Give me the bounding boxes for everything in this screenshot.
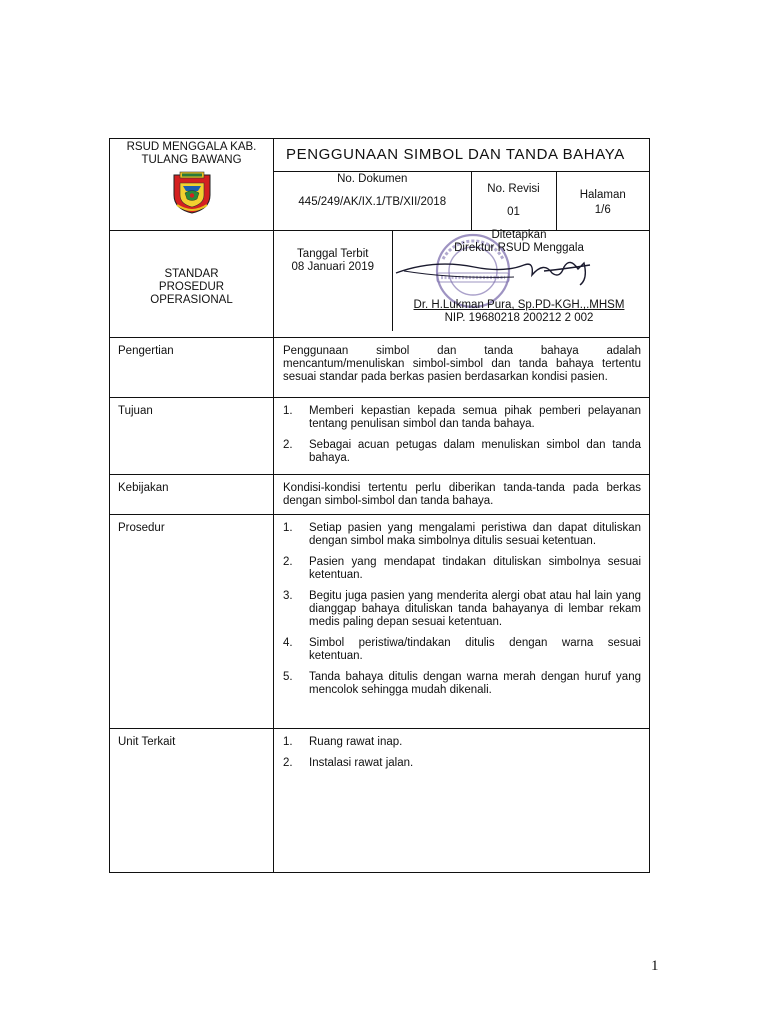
halaman-value: 1/6 — [594, 204, 611, 216]
unit-terkait-label: Unit Terkait — [110, 729, 274, 873]
tanggal-terbit-cell — [274, 231, 392, 331]
tujuan-list — [283, 405, 641, 465]
document-meta-cell — [274, 172, 650, 231]
list-item — [283, 637, 641, 663]
prosedur-label: Prosedur — [110, 515, 274, 729]
list-item — [283, 522, 641, 548]
list-item-text: Simbol peristiwa/tindakan ditulis dengan warna sesuai ketentuan. — [309, 637, 641, 662]
list-item-text: Begitu juga pasien yang menderita alergi obat atau hal lain yang dianggap bahaya dituliskan tanda bahayanya di lembar rekam medis paling depan sesuai ketentuan. — [309, 590, 641, 628]
unit-terkait-content — [274, 729, 650, 873]
no-revisi-value: 01 — [507, 206, 520, 218]
no-dokumen-cell — [274, 172, 471, 230]
list-item-number: 1. — [283, 405, 293, 417]
signature-cell — [392, 231, 649, 331]
list-item-text: Setiap pasien yang mengalami peristiwa dan dapat dituliskan dengan simbol maka simbolnya ditulis sesuai ketentuan. — [309, 522, 641, 547]
signer-nip: NIP. 19680218 200212 2 002 — [444, 312, 594, 324]
tujuan-label: Tujuan — [110, 398, 274, 475]
list-item-text: Sebagai acuan petugas dalam menuliskan simbol dan tanda bahaya. — [309, 439, 641, 464]
list-item-text: Pasien yang mendapat tindakan dituliskan simbolnya sesuai ketentuan. — [309, 556, 641, 581]
sop-line1: STANDAR — [164, 267, 219, 280]
kebijakan-text: Kondisi-kondisi tertentu perlu diberikan tanda-tanda pada berkas dengan simbol-simbol dan tanda bahaya. — [274, 475, 650, 515]
pengertian-text: Penggunaan simbol dan tanda bahaya adalah mencantum/menuliskan simbol-simbol dan tanda bahaya tertentu sesuai standar pada berkas pasien berdasarkan kondisi pasien. — [274, 338, 650, 398]
sop-line2: PROSEDUR — [158, 280, 225, 293]
issue-sign-cell — [274, 231, 650, 338]
hospital-header-cell — [110, 139, 274, 231]
list-item-text: Ruang rawat inap. — [309, 736, 403, 748]
hospital-name-line1: RSUD MENGGALA KAB. — [126, 141, 257, 153]
list-item-number: 4. — [283, 637, 293, 649]
list-item-number: 2. — [283, 439, 293, 451]
sop-document-table — [109, 138, 650, 873]
list-item — [283, 405, 641, 431]
tanggal-terbit-label: Tanggal Terbit — [297, 248, 369, 260]
document-meta-table — [274, 172, 649, 230]
sop-label-cell — [110, 231, 274, 338]
list-item — [283, 757, 641, 770]
issue-sign-table — [274, 231, 649, 331]
tujuan-content — [274, 398, 650, 475]
no-dokumen-value: 445/249/AK/IX.1/TB/XII/2018 — [298, 196, 447, 208]
list-item-text: Instalasi rawat jalan. — [309, 757, 414, 769]
hospital-name-line2: TULANG BAWANG — [141, 153, 242, 166]
tanggal-terbit-value: 08 Januari 2019 — [291, 261, 374, 273]
prosedur-content — [274, 515, 650, 729]
no-revisi-label: No. Revisi — [487, 183, 540, 195]
list-item-text: Memberi kepastian kepada semua pihak pemberi pelayanan tentang penulisan simbol dan tanda bahaya. — [309, 405, 641, 430]
signer-name: Dr. H.Lukman Pura, Sp.PD-KGH.,.MHSM — [413, 299, 625, 311]
tulang-bawang-regency-emblem-icon — [168, 171, 216, 215]
no-dokumen-label: No. Dokumen — [337, 173, 408, 185]
prosedur-list — [283, 522, 641, 697]
sop-line3: OPERASIONAL — [150, 293, 233, 306]
halaman-label: Halaman — [579, 189, 626, 201]
list-item-number: 2. — [283, 757, 293, 769]
list-item-number: 1. — [283, 736, 293, 748]
list-item — [283, 439, 641, 465]
list-item — [283, 736, 641, 749]
unit-terkait-list — [283, 736, 641, 770]
no-revisi-cell — [471, 172, 556, 230]
list-item — [283, 590, 641, 629]
list-item — [283, 556, 641, 582]
list-item-number: 3. — [283, 590, 293, 602]
list-item — [283, 671, 641, 697]
list-item-number: 1. — [283, 522, 293, 534]
handwritten-signature-icon — [394, 249, 594, 289]
list-item-number: 2. — [283, 556, 293, 568]
page-number: 1 — [651, 958, 659, 974]
pengertian-label: Pengertian — [110, 338, 274, 398]
list-item-text: Tanda bahaya ditulis dengan warna merah dengan huruf yang mencolok sehingga mudah dikenali. — [309, 671, 641, 696]
ditetapkan-label: Ditetapkan — [491, 229, 547, 241]
list-item-number: 5. — [283, 671, 293, 683]
halaman-cell — [556, 172, 649, 230]
kebijakan-label: Kebijakan — [110, 475, 274, 515]
direktur-label: Direktur RSUD Menggala — [454, 242, 584, 254]
document-title: PENGGUNAAN SIMBOL DAN TANDA BAHAYA — [274, 139, 650, 172]
